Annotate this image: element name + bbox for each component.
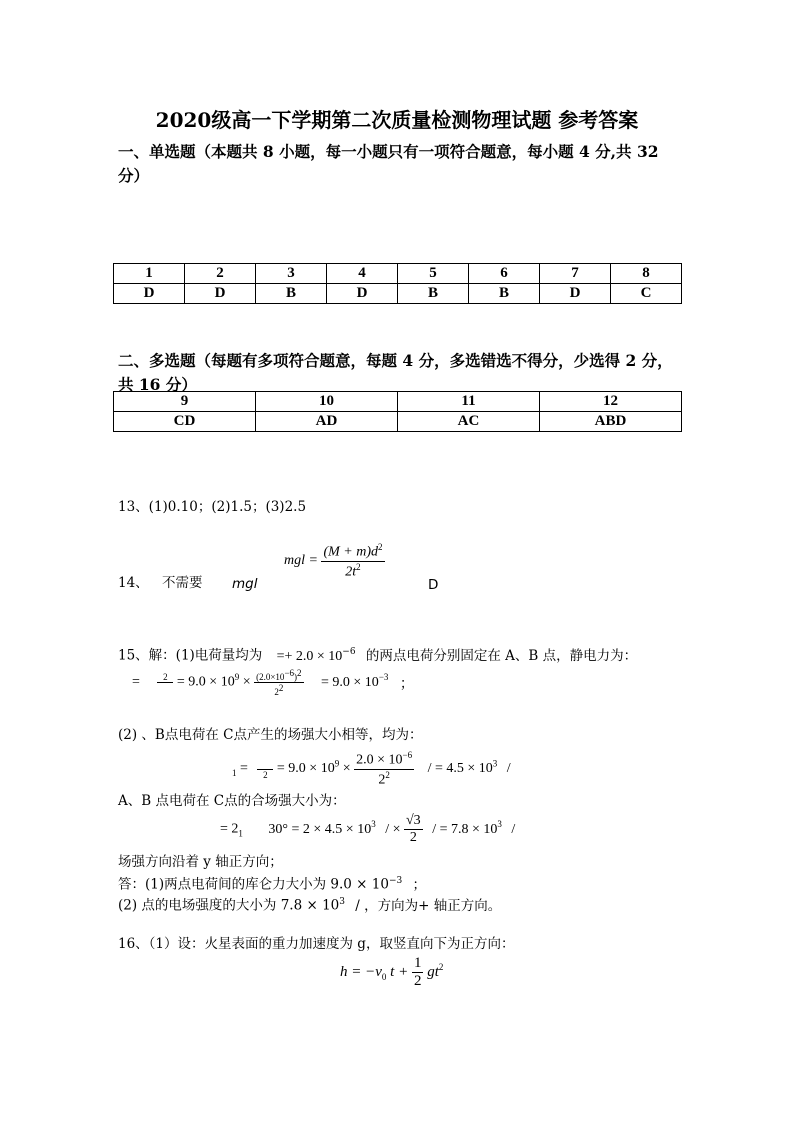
q15-line2-d: = 9.0 × 10: [321, 674, 379, 690]
q15-line2-frac2-num-sup: −6: [284, 668, 295, 678]
q15-line4-b-sup: 9: [334, 758, 340, 769]
q15-line6-sub: 1: [238, 828, 243, 839]
table-cell: 4: [327, 264, 398, 284]
table-cell: D: [327, 284, 398, 304]
q15-line9-sup: 3: [339, 897, 345, 907]
q15-line6-c: / ×: [385, 821, 401, 837]
q15-line4-lhs: [232, 761, 248, 776]
table-cell: AC: [398, 412, 540, 432]
q15-line2-b: = 9.0 × 10: [176, 674, 235, 690]
table-cell: D: [114, 284, 185, 304]
q15-line8-sup: −3: [388, 876, 403, 886]
q15-line4-d: / = 4.5 × 10: [427, 761, 493, 777]
table-cell: 2: [185, 264, 256, 284]
q15-line4-frac2: [354, 750, 414, 788]
table-row-answers: [114, 412, 682, 432]
section1-heading-line1: 一、单选题（本题共 8 小题，每一小题只有一项符合题意，每小题 4 分,共 32: [118, 142, 659, 161]
table-cell: 12: [540, 392, 682, 412]
q15-line6-frac: [404, 813, 423, 846]
q15-line2-e: ；: [399, 676, 414, 692]
q15-line8-a: 答：(1)两点电荷间的库仑力大小为 9.0 × 10: [118, 876, 389, 893]
q14-answer2: mgl: [232, 576, 258, 592]
q16-eq-sub: 0: [381, 971, 387, 982]
q14-label: 14、: [118, 575, 149, 591]
q15-line6-d-sup: 3: [497, 819, 502, 830]
q14-equation: [284, 542, 385, 580]
table-cell: B: [256, 284, 327, 304]
q15-line1-a: 15、解：(1)电荷量均为: [118, 647, 263, 664]
q16-eq-frac: [412, 955, 424, 990]
q15-line6-frac-den: 2: [409, 830, 417, 845]
table-row-answers: [114, 284, 682, 304]
q15-line2-frac: [157, 672, 173, 693]
q16-eq-frac-den: 2: [413, 973, 422, 989]
table-cell: 1: [114, 264, 185, 284]
q15-line2-a: =: [132, 674, 140, 690]
section2-heading-line1: 二、多选题（每题有多项符合题意，每题 4 分，多选错选不得分，少选得 2 分，: [118, 351, 673, 370]
q14-answer1: 不需要: [162, 575, 203, 591]
q15-line1-b-sup: −6: [342, 647, 356, 657]
q15-line4-e: /: [506, 761, 511, 777]
q15-line9: [118, 893, 501, 915]
q15-line6: [220, 813, 515, 846]
q14-eq-den-sup: 2: [356, 561, 361, 572]
q15-line4-frac: [257, 759, 273, 780]
q13-answer: 13、(1)0.10；(2)1.5；(3)2.5: [118, 499, 307, 515]
q16-line1: 16、（1）设：火星表面的重力加速度为 g，取竖直向下为正方向：: [118, 936, 515, 952]
table-row-numbers: [114, 264, 682, 284]
single-choice-table: [113, 263, 682, 304]
q15-line2-frac-num: 2: [157, 672, 173, 683]
section1-heading-line2: 分）: [118, 166, 150, 185]
q15-line2-frac2-num: (2.0×10: [256, 672, 285, 682]
q15-line4-b: = 9.0 × 10: [276, 761, 335, 777]
q14-eq-den: 2t: [345, 564, 357, 580]
q15-line2-frac2: [254, 668, 303, 697]
table-row-numbers: [114, 392, 682, 412]
table-cell: 10: [256, 392, 398, 412]
q16-eq-a: h = −v: [340, 964, 382, 980]
q16-eq-c: gt: [427, 964, 439, 980]
q15-line4-frac2-den-sup: 2: [385, 769, 390, 780]
multi-choice-table: [113, 391, 682, 432]
q16-eq-b: t +: [390, 964, 409, 980]
q15-line1-c: 的两点电荷分别固定在 A、B 点，静电力为：: [365, 647, 638, 664]
q14-eq-fraction: [321, 542, 384, 580]
table-cell: AD: [256, 412, 398, 432]
q15-line2-frac2-den: 2: [274, 687, 279, 697]
table-cell: 5: [398, 264, 469, 284]
q15-line2-frac2-num-sup2: 2: [297, 668, 302, 678]
section2-heading-line2: 共 16 分）: [118, 375, 197, 394]
q15-line6-a: = 2: [220, 821, 239, 837]
q15-line1-b: =+ 2.0 × 10: [276, 648, 343, 664]
q16-equation: [340, 955, 443, 990]
q15-line6-b: 30° = 2 × 4.5 × 10: [268, 821, 372, 837]
q15-line4-frac2-num: 2.0 × 10: [356, 752, 403, 768]
table-cell: 11: [398, 392, 540, 412]
q15-line6-e: /: [511, 821, 516, 837]
q15-line6-frac-num: √3: [406, 813, 421, 828]
q15-line2: [132, 668, 414, 697]
table-cell: 6: [469, 264, 540, 284]
table-cell: 9: [114, 392, 256, 412]
q14-eq-num-sup: 2: [378, 542, 383, 552]
q15-line4-d-sup: 3: [492, 758, 498, 769]
q16-eq-sup: 2: [438, 961, 444, 972]
q16-eq-frac-num: 1: [413, 955, 422, 971]
q14-eq-lhs: mgl =: [284, 553, 318, 569]
table-cell: C: [611, 284, 682, 304]
table-cell: D: [185, 284, 256, 304]
table-cell: 3: [256, 264, 327, 284]
q15-line7: 场强方向沿着 y 轴正方向；: [118, 854, 283, 870]
q15-line2-frac2-den-sup: 2: [278, 683, 284, 693]
q15-line6-b-sup: 3: [371, 819, 376, 830]
table-cell: B: [469, 284, 540, 304]
q15-line9-a: (2) 点的电场强度的大小为 7.8 × 10: [118, 897, 340, 914]
q15-line5: A、B 点电荷在 C点的合场强大小为：: [118, 793, 346, 809]
q15-line2-frac2-num-end: ): [294, 672, 298, 682]
section1-heading: [118, 140, 659, 188]
q15-line8-b: ；: [412, 876, 427, 893]
section2-heading: [118, 349, 673, 397]
q15-line6-d: / = 7.8 × 10: [432, 821, 498, 837]
q15-line9-b: / ，方向为+ 轴正方向。: [355, 897, 502, 914]
q15-line4-c: ×: [342, 761, 351, 777]
q15-line4-frac-den: 2: [263, 769, 268, 780]
q15-line3: (2) 、B点电荷在 C点产生的场强大小相等，均为：: [118, 727, 423, 743]
q15-line4-sub: 1: [232, 767, 237, 778]
table-cell: 8: [611, 264, 682, 284]
table-cell: 7: [540, 264, 611, 284]
table-cell: B: [398, 284, 469, 304]
q15-line1: [118, 643, 637, 666]
q15-line4-frac2-num-sup: −6: [402, 750, 413, 760]
table-cell: ABD: [540, 412, 682, 432]
page-title: 2020级高一下学期第二次质量检测物理试题 参考答案: [155, 108, 639, 132]
table-cell: D: [540, 284, 611, 304]
q15-line2-c: ×: [242, 674, 251, 690]
q15-line4: [232, 750, 511, 788]
q15-line8: [118, 872, 426, 894]
table-cell: CD: [114, 412, 256, 432]
q15-line4-a: =: [240, 760, 248, 776]
q14-eq-num: (M + m)d: [323, 544, 378, 560]
q15-line4-frac2-den: 2: [378, 772, 386, 788]
q14-answer4: D: [428, 577, 439, 593]
q15-line2-b-sup: 9: [234, 672, 240, 683]
q15-line2-d-sup: −3: [378, 672, 389, 683]
